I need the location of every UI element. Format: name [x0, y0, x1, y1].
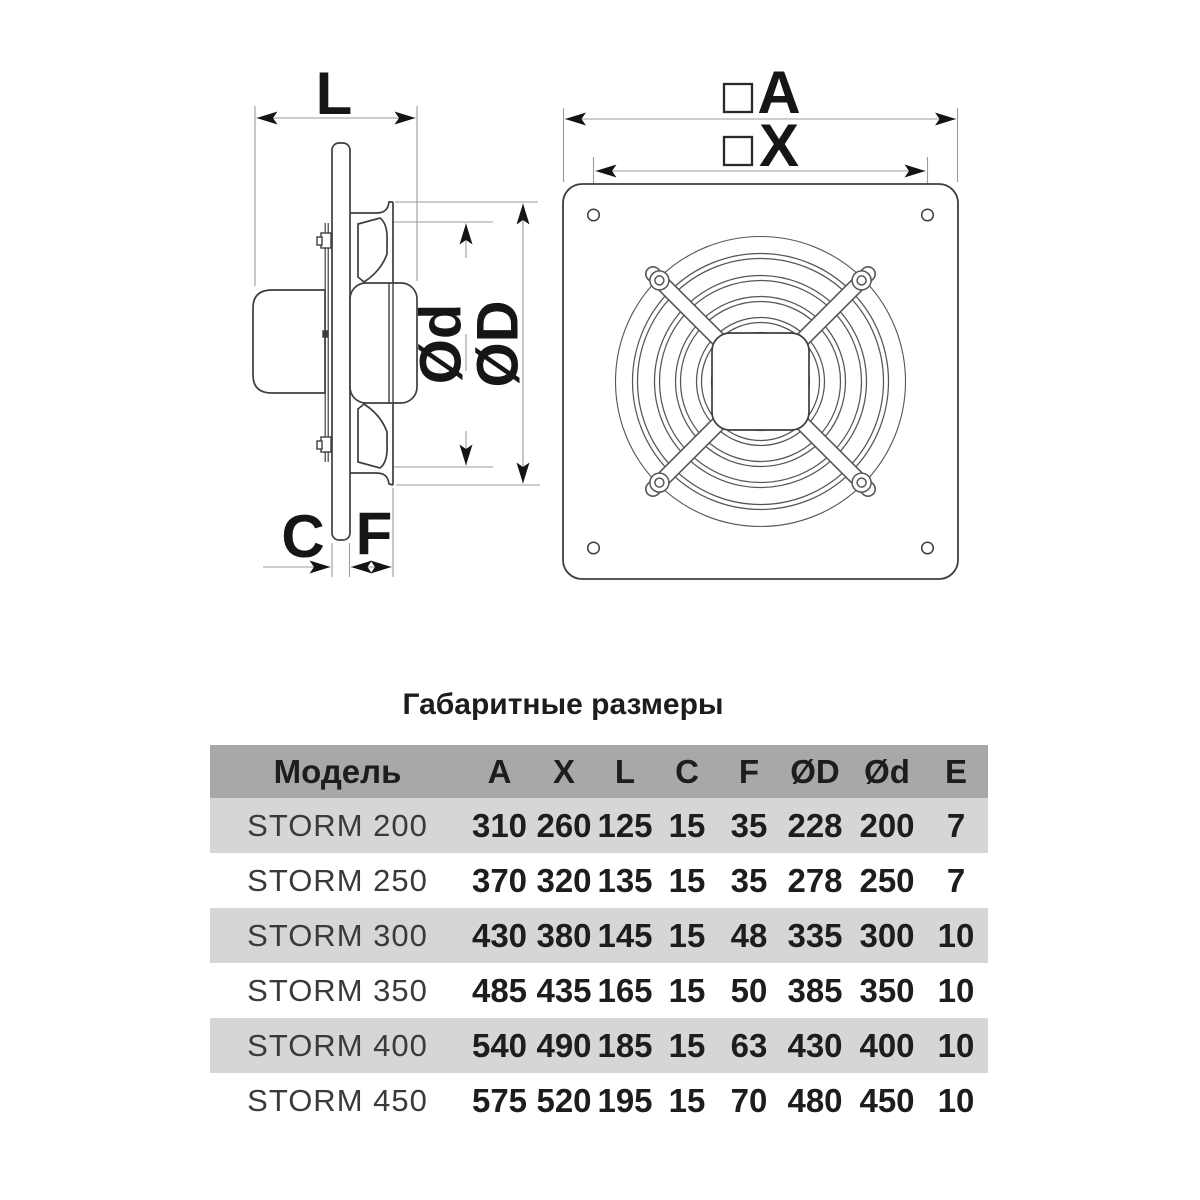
front-view [563, 59, 958, 579]
dimensions-table [210, 745, 988, 1128]
dim-label-hole-spacing: X [758, 112, 800, 179]
dim-label-inner-diameter: Ød [408, 303, 474, 385]
col-header-model: Модель [273, 752, 402, 790]
table-row: STORM 450 575 520 195 15 70 480 450 10 [210, 1073, 988, 1128]
table-row: STORM 300 430 380 145 15 48 335 300 10 [210, 908, 988, 963]
table-row: STORM 250 370 320 135 15 35 278 250 7 [210, 853, 988, 908]
col-header-od: ØD [790, 752, 840, 790]
model-name: STORM 300 [247, 917, 428, 953]
gasket-strip [325, 223, 328, 462]
model-name: STORM 250 [247, 862, 428, 898]
impeller-hub-front [712, 333, 809, 430]
col-header-f: F [738, 752, 760, 790]
table-row: STORM 200 310 260 125 15 35 228 200 7 [210, 798, 988, 853]
col-header-a: A [487, 752, 512, 790]
table-title: Габаритные размеры [402, 688, 724, 721]
table-row: STORM 400 540 490 185 15 63 430 400 10 [210, 1018, 988, 1073]
model-name: STORM 450 [247, 1082, 428, 1118]
table-header-row [210, 745, 988, 798]
impeller-hub-side [350, 283, 417, 403]
col-header-l: L [614, 752, 636, 790]
model-name: STORM 400 [247, 1027, 428, 1063]
fan-blade-bottom [358, 404, 387, 468]
model-name: STORM 200 [247, 807, 428, 843]
mounting-plate-side [332, 143, 350, 540]
fan-blade-top [358, 218, 387, 282]
side-view [253, 60, 540, 577]
dim-label-plate-size: A [757, 59, 801, 126]
dim-label-outer-diameter: ØD [465, 300, 531, 388]
motor-body [253, 290, 325, 393]
col-header-x: X [552, 752, 575, 790]
square-symbol-a [724, 84, 752, 112]
dim-label-length: L [315, 60, 353, 127]
model-name: STORM 350 [247, 972, 428, 1008]
col-header-c: C [675, 752, 699, 790]
table-row: STORM 350 485 435 165 15 50 385 350 10 [210, 963, 988, 1018]
col-header-id: Ød [864, 752, 910, 790]
dim-label-plate-thickness: C [281, 503, 325, 570]
col-header-e: E [944, 752, 967, 790]
square-symbol-x [724, 137, 752, 165]
dim-label-flange-depth: F [355, 500, 393, 567]
